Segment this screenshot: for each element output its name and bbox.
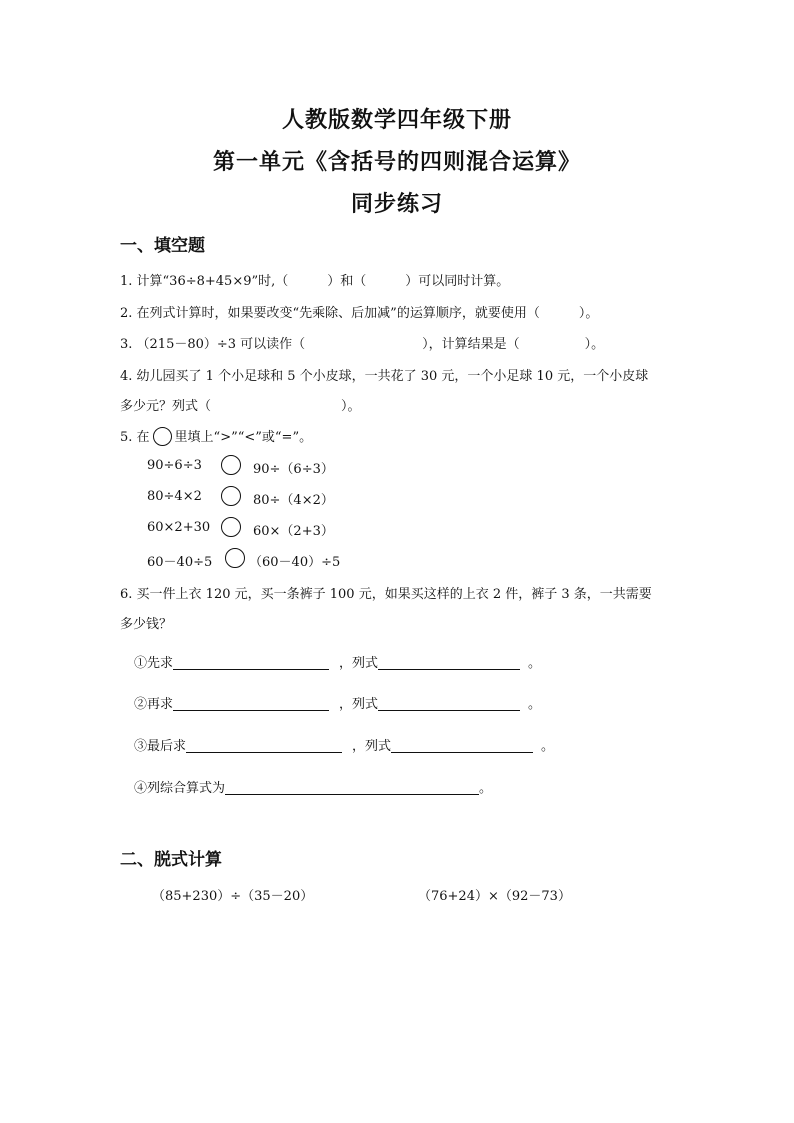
- compare-row-2-left: 80÷4×2: [147, 489, 202, 504]
- compare-row-1-left: 90÷6÷3: [147, 458, 202, 473]
- calc-expression-1: （85+230）÷（35－20）: [152, 889, 314, 904]
- step-1-mid: ，列式: [339, 656, 379, 671]
- answer-blank[interactable]: [186, 738, 342, 753]
- answer-blank[interactable]: [378, 655, 520, 670]
- question-4-line-2: 多少元？列式（ ）。: [120, 399, 361, 414]
- compare-circle-3[interactable]: [221, 517, 241, 537]
- step-1: [134, 652, 541, 671]
- answer-blank[interactable]: [173, 655, 329, 670]
- compare-row-2-right: 80÷（4×2）: [253, 493, 334, 508]
- compare-row-4-right: （60－40）÷5: [249, 555, 341, 570]
- step-3-label: ③最后求: [134, 739, 187, 754]
- answer-blank[interactable]: [173, 696, 329, 711]
- step-3-mid: ，列式: [352, 739, 392, 754]
- answer-blank[interactable]: [391, 738, 533, 753]
- compare-row-3-right: 60×（2+3）: [253, 524, 334, 539]
- question-5-suffix: 里填上“>”“<”或“=”。: [174, 430, 313, 445]
- step-4-end: 。: [479, 781, 493, 796]
- compare-row-3-left: 60×2+30: [147, 520, 211, 535]
- question-6-line-2: 多少钱？: [120, 617, 173, 632]
- circle-icon: [153, 427, 172, 446]
- question-6-line-1: 6. 买一件上衣 120 元，买一条裤子 100 元，如果买这样的上衣 2 件，裤子 3 条，一共需要: [120, 587, 652, 602]
- step-1-end: 。: [528, 656, 542, 671]
- question-5-prefix: 5. 在: [120, 430, 150, 445]
- step-2-end: 。: [528, 697, 542, 712]
- compare-circle-1[interactable]: [221, 455, 241, 475]
- answer-blank[interactable]: [378, 696, 520, 711]
- question-4-line-1: 4. 幼儿园买了 1 个小足球和 5 个小皮球，一共花了 30 元，一个小足球 10 元，一个小皮球: [120, 369, 649, 384]
- step-3-end: 。: [541, 739, 555, 754]
- page-subtitle-2: 同步练习: [350, 191, 443, 217]
- step-1-label: ①先求: [134, 656, 174, 671]
- compare-circle-2[interactable]: [221, 486, 241, 506]
- question-1: 1. 计算“36÷8+45×9”时,（ ）和（ ）可以同时计算。: [120, 274, 510, 289]
- section-fill-blank-title: 一、填空题: [120, 236, 205, 256]
- compare-row-4-left: 60－40÷5: [147, 555, 213, 570]
- step-4-label: ④列综合算式为: [134, 781, 226, 796]
- calc-expression-2: （76+24）×（92－73）: [418, 889, 571, 904]
- compare-circle-4[interactable]: [225, 548, 245, 568]
- compare-row-1-right: 90÷（6÷3）: [253, 462, 334, 477]
- answer-blank[interactable]: [225, 780, 479, 795]
- step-2-mid: ，列式: [339, 697, 379, 712]
- step-4: [134, 777, 492, 796]
- page-title: 人教版数学四年级下册: [281, 107, 512, 133]
- question-2: 2. 在列式计算时，如果要改变“先乘除、后加减”的运算顺序，就要使用（ ）。: [120, 306, 599, 321]
- step-3: [134, 735, 554, 754]
- step-2-label: ②再求: [134, 697, 174, 712]
- question-5: [120, 426, 312, 446]
- step-2: [134, 693, 541, 712]
- section-calculation-title: 二、脱式计算: [120, 850, 222, 870]
- question-3: 3. （215－80）÷3 可以读作（ ），计算结果是（ ）。: [120, 337, 605, 352]
- page-subtitle: 第一单元《含括号的四则混合运算》: [212, 149, 581, 175]
